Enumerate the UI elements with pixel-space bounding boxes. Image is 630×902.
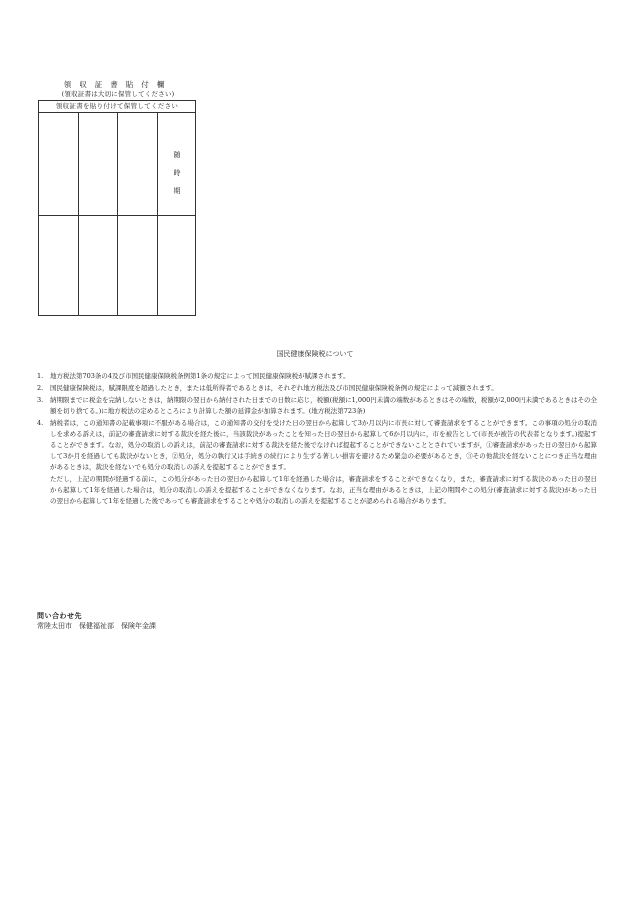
notice-item-number: 3. [37,396,44,404]
notice-item-text: 地方税法第703条の4及び市国民健康保険税条例第1条の規定によって国民健康保険税が賦課されます。 [50,372,350,380]
grid-divider [117,112,118,315]
receipt-grid [39,112,195,315]
receipt-paste-box [38,100,196,316]
notice-item-text: 納期限までに税金を完納しないときは，納期限の翌日から納付された日までの日数に応じ，税額(税額に1,000円未満の端数があるときはその端数，税額が2,000円未満であるときはその全額を切り捨てる。)に地方税法の定めるところにより計算した額の延滞金が加算されます。(地方税法第723条) [50,396,597,415]
installment-label-char: 期 [173,187,181,195]
notice-list [37,371,597,508]
receipt-header [38,80,198,99]
grid-divider [39,215,195,216]
contact-block [37,611,156,631]
receipt-box-caption: 領収証書を貼り付けて保管してください [39,101,195,113]
notice-item [37,383,597,394]
notice-item [37,395,597,417]
notice-item-number: 4. [37,419,44,427]
installment-label [158,146,196,200]
notice-title: 国民健康保険税について [276,350,354,358]
contact-label: 問い合わせ先 [37,611,82,620]
receipt-title: 領収証書貼付欄 [63,80,173,89]
grid-divider [157,112,158,315]
receipt-subtitle: (領収証書は大切に保管してください) [61,90,175,98]
contact-office: 常陸太田市 保健福祉部 保険年金課 [37,622,156,630]
notice-item-note [37,474,597,507]
grid-divider [78,112,79,315]
installment-label-char: 随 [173,151,181,159]
notice-item-text: ただし，上記の期間が経過する前に，この処分があった日の翌日から起算して1年を経過した場合は，審査請求をすることができなくなり，また，審査請求に対する裁決のあった日の翌日から起算して1年を経過した場合は，処分の取消しの訴えを提起することができなくなります。なお，正当な理由があるときは，上記の期間やこの処分(審査請求に対する裁決)があった日の翌日から起算して1年を経過した後であっても審査請求をすることや処分の取消しの訴えを提起することが認められる場合があります。 [50,475,597,505]
notice-item [37,371,597,382]
notice-item-number: 2. [37,384,44,392]
notice-item-text: 国民健康保険税は，賦課限度を超過したとき，または低所得者であるときは，それぞれ地方税法及び市国民健康保険税条例の規定によって減額されます。 [50,384,498,392]
notice-item-number: 1. [37,372,44,380]
notice-item [37,418,597,473]
installment-label-char: 時 [173,169,181,177]
notice-item-text: 納税者は，この通知書の記載事項に不服がある場合は，この通知書の交付を受けた日の翌日から起算して3か月以内に市長に対して審査請求をすることができます。この事項の処分の取消しを求める訴えは，前記の審査請求に対する裁決を経た後に，当該裁決があったことを知った日の翌日から起算して6か月以内に，市を被告として(市長が被告の代表者となります。)提起することができます。なお，処分の取消しの訴えは，前記の審査請求に対する裁決を経た後でなければ提起することができないこととされていますが，①審査請求があった日の翌日から起算して3か月を経過しても裁決がないとき，②処分，処分の執行又は手続きの続行により生ずる著しい損害を避けるため緊急の必要があるとき，③その他裁決を経ないことにつき正当な理由があるときは，裁決を経ないでも処分の取消しの訴えを提起することができます。 [50,419,597,471]
